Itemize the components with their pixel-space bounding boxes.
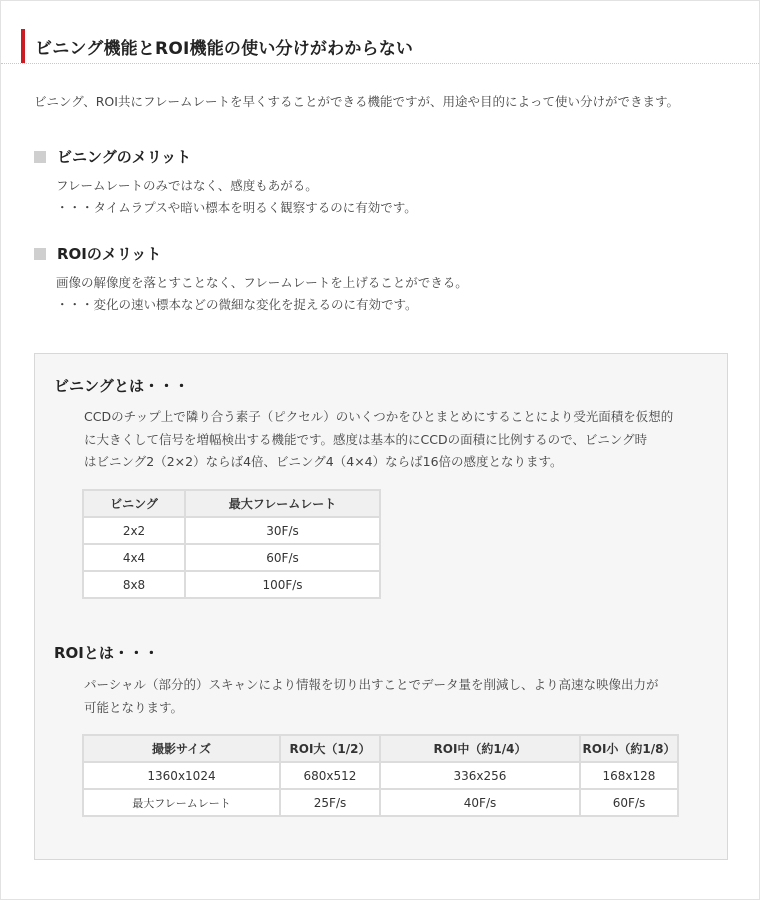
binning-section-title: ビニングとは・・・	[54, 377, 190, 395]
table-cell: 168x128	[580, 762, 678, 789]
roi-description-line: 可能となります。	[84, 699, 184, 715]
binning-merit-text	[56, 175, 417, 219]
roi-merit-heading	[34, 243, 161, 264]
table-cell: 2x2	[83, 517, 185, 544]
table-row	[83, 571, 380, 598]
table-cell: 60F/s	[185, 544, 380, 571]
table-cell: 4x4	[83, 544, 185, 571]
table-header-cell: 最大フレームレート	[185, 490, 380, 517]
binning-description-line: に大きくして信号を増幅検出する機能です。感度は基本的にCCDの面積に比例するので、ビニング時	[84, 431, 648, 447]
binning-table	[82, 489, 381, 599]
binning-merit-heading	[34, 146, 191, 167]
binning-description-line: CCDのチップ上で隣り合う素子（ピクセル）のいくつかをひとまとめにすることにより受光面積を仮想的	[84, 409, 674, 424]
square-bullet-icon	[34, 151, 46, 163]
table-header-cell: 撮影サイズ	[83, 735, 280, 762]
table-row	[83, 762, 678, 789]
table-cell: 最大フレームレート	[83, 789, 280, 816]
table-cell: 60F/s	[580, 789, 678, 816]
binning-merit-line: ・・・タイムラプスや暗い標本を明るく観察するのに有効です。	[56, 200, 417, 215]
roi-merit-line: 画像の解像度を落とすことなく、フレームレートを上げることができる。	[56, 275, 468, 290]
table-cell: 25F/s	[280, 789, 380, 816]
binning-description	[84, 406, 673, 474]
table-header-cell: ビニング	[83, 490, 185, 517]
intro-text: ビニング、ROI共にフレームレートを早くすることができる機能ですが、用途や目的によって使い分けができます。	[34, 94, 679, 109]
roi-table	[82, 734, 679, 817]
table-cell: 680x512	[280, 762, 380, 789]
table-header-cell: ROI小（約1/8）	[580, 735, 678, 762]
roi-merit-title: ROIのメリット	[57, 245, 162, 263]
table-cell: 8x8	[83, 571, 185, 598]
binning-description-line: はビニング2（2×2）ならば4倍、ビニング4（4×4）ならば16倍の感度となります。	[84, 454, 563, 469]
roi-description	[84, 674, 659, 719]
table-row	[83, 544, 380, 571]
table-cell: 100F/s	[185, 571, 380, 598]
page-title: ビニング機能とROI機能の使い分けがわからない	[35, 38, 414, 59]
table-row	[83, 789, 678, 816]
header-divider	[1, 63, 759, 64]
roi-description-line: パーシャル（部分的）スキャンにより情報を切り出すことでデータ量を削減し、より高速な映像出力が	[84, 677, 659, 692]
roi-merit-text	[56, 272, 468, 316]
table-header-row	[83, 735, 678, 762]
table-row	[83, 517, 380, 544]
table-cell: 40F/s	[380, 789, 580, 816]
table-cell: 30F/s	[185, 517, 380, 544]
table-cell: 1360x1024	[83, 762, 280, 789]
page-header	[21, 29, 413, 63]
table-cell: 336x256	[380, 762, 580, 789]
table-header-row	[83, 490, 380, 517]
table-header-cell: ROI大（1/2）	[280, 735, 380, 762]
roi-merit-line: ・・・変化の速い標本などの微細な変化を捉えるのに有効です。	[56, 297, 418, 312]
table-header-cell: ROI中（約1/4）	[380, 735, 580, 762]
binning-merit-line: フレームレートのみではなく、感度もあがる。	[56, 178, 318, 193]
square-bullet-icon	[34, 248, 46, 260]
roi-section-title: ROIとは・・・	[54, 644, 159, 662]
explanation-box	[34, 353, 728, 860]
binning-merit-title: ビニングのメリット	[57, 148, 192, 166]
